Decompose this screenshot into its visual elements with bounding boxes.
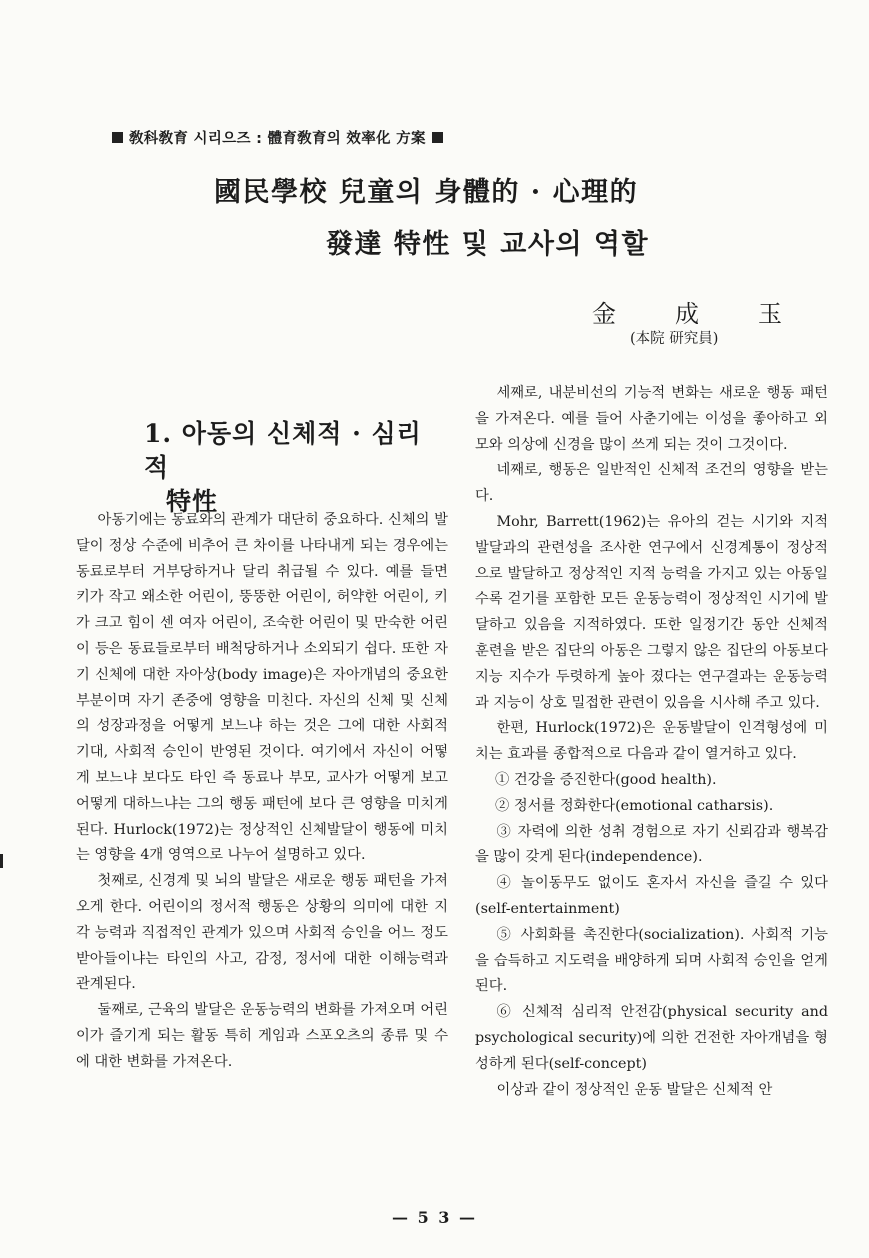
square-bullet-icon [112,132,123,143]
section-heading [144,417,444,519]
paragraph: Mohr, Barrett(1962)는 유아의 걷는 시기와 지적 발달과의 관련성을 조사한 연구에서 신경계통이 정상적으로 발달하고 정상적인 지적 능력을 가지고 있는 아동일수록 걷기를 포함한 모든 운동능력이 정상적인 시기에 발달하고 있음을 지적하였다. 또한 일정기간 동안 신체적 훈련을 받은 집단의 아동은 그렇지 않은 집단의 아동보다 지능 지수가 두렷하게 높아 졌다는 연구결과는 운동능력과 지능이 상호 밀접한 관련이 있음을 시사해 주고 있다. [475,513,828,711]
author-char: 金 [592,300,616,328]
series-title: 敎科敎育 시리으즈 : 體育敎育의 效率化 方案 [129,130,426,147]
list-item: ⑥ 신체적 심리적 안전감(physical security and psychological security)에 의한 건전한 자아개념을 형성하게 된다(self-concept) [475,1004,828,1072]
paragraph: 둘째로, 근육의 발달은 운동능력의 변화를 가져오며 어린이가 즐기게 되는 활동 특히 게임과 스포오츠의 종류 및 수에 대한 변화를 가져온다. [76,1002,448,1070]
list-item: ③ 자력에 의한 성취 경험으로 자기 신뢰감과 행복감을 많이 갖게 된다(independence). [475,823,828,866]
right-column [475,381,828,1103]
left-column [76,508,448,1076]
article-title-line1: 國民學校 兒童의 身體的 · 心理的 [214,177,639,208]
page-number: — 5 3 — [392,1208,477,1227]
paragraph: 네째로, 행동은 일반적인 신체적 조건의 영향을 받는다. [475,462,828,505]
list-item: ② 정서를 정화한다(emotional catharsis). [495,797,774,814]
list-item: ⑤ 사회화를 촉진한다(socialization). 사회적 기능을 습득하고 지도력을 배양하게 되며 사회적 승인을 얻게 된다. [475,926,828,995]
list-item: ① 건강을 증진한다(good health). [495,771,717,788]
series-header [112,124,632,150]
paragraph: 이상과 같이 정상적인 운동 발달은 신체적 안 [496,1081,773,1098]
margin-mark [0,854,3,868]
paragraph: 세째로, 내분비선의 기능적 변화는 새로운 행동 패턴을 가져온다. 예를 들어 사춘기에는 이성을 좋아하고 외모와 의상에 신경을 많이 쓰게 되는 것이 그것이다. [475,385,828,453]
article-title-line2: 發達 特性 및 교사의 역할 [326,229,650,260]
author-name [592,294,782,329]
square-bullet-icon [432,132,443,143]
author-char: 玉 [758,300,782,328]
section-heading-line1: 1. 아동의 신체적 · 심리적 [144,419,422,482]
author-char: 成 [675,300,699,328]
paragraph: 첫째로, 신경계 및 뇌의 발달은 새로운 행동 패턴을 가져오게 한다. 어린이의 정서적 행동은 상황의 의미에 대한 지각 능력과 직접적인 관계가 있으며 사회적 승인을 어느 정도 받아들이냐는 타인의 사고, 감정, 정서에 대한 이해능력과 관계된다. [76,873,448,993]
paragraph: 아동기에는 동료와의 관계가 대단히 중요하다. 신체의 발달이 정상 수준에 비추어 큰 차이를 나타내게 되는 경우에는 동료로부터 거부당하거나 달리 취급될 수 있다. 예를 들면 키가 작고 왜소한 어린이, 뚱뚱한 어린이, 허약한 어린이, 키가 크고 힘이 센 여자 어린이, 조숙한 어린이 및 만숙한 어린이 등은 동료들로부터 배척당하거나 소외되기 쉽다. 또한 자기 신체에 대한 자아상(body image)은 자아개념의 중요한 부분이며 자기 존중에 영향을 미친다. 자신의 신체 및 신체의 성장과정을 어떻게 보느냐 하는 것은 그에 대한 사회적 기대, 사회적 승인이 반영된 것이다. 여기에서 자신이 어떻게 보느냐 보다도 타인 즉 동료나 부모, 교사가 어떻게 보고 어떻게 대하느냐는 그의 행동 패턴에 보다 큰 영향을 미치게 된다. Hurlock(1972)는 정상적인 신체발달이 행동에 미치는 영향을 4개 영역으로 나누어 설명하고 있다. [76,512,448,864]
paragraph: 한편, Hurlock(1972)은 운동발달이 인격형성에 미치는 효과를 종합적으로 다음과 같이 열거하고 있다. [475,720,828,763]
author-affiliation: (本院 研究員) [630,331,719,347]
list-item: ④ 놀이동무도 없이도 혼자서 자신을 즐길 수 있다(self-entertainment) [475,875,828,917]
section-heading-line2: 特性 [166,487,219,516]
